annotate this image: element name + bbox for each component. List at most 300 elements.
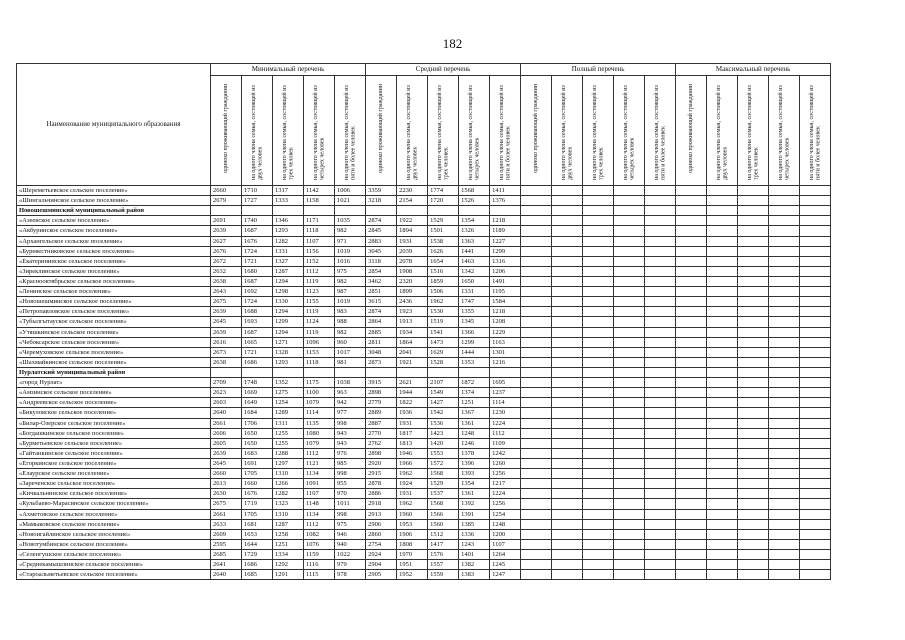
value-cell: 2078 — [397, 256, 428, 266]
value-cell: 1288 — [273, 448, 304, 458]
value-cell — [614, 549, 645, 559]
value-cell: 1352 — [273, 378, 304, 388]
table-row — [17, 489, 831, 499]
value-cell — [614, 216, 645, 226]
value-cell — [707, 307, 738, 317]
value-cell: 1153 — [304, 347, 335, 357]
value-cell — [645, 479, 676, 489]
value-cell — [800, 317, 831, 327]
value-cell: 2633 — [211, 519, 242, 529]
value-cell: 1156 — [304, 246, 335, 256]
value-cell — [707, 509, 738, 519]
value-cell: 1557 — [428, 560, 459, 570]
value-cell — [583, 246, 614, 256]
municipality-name: «Новотумбинское сельское поселение» — [17, 539, 211, 549]
value-cell — [614, 266, 645, 276]
value-cell: 1859 — [428, 276, 459, 286]
value-cell: 2864 — [366, 317, 397, 327]
value-cell: 2709 — [211, 378, 242, 388]
value-cell — [552, 246, 583, 256]
value-cell: 1016 — [335, 256, 366, 266]
value-cell: 2886 — [366, 489, 397, 499]
value-cell: 2845 — [366, 226, 397, 236]
section-title: Нурлатский муниципальный район — [17, 367, 211, 377]
column-subheader — [242, 76, 273, 186]
value-cell: 1568 — [428, 469, 459, 479]
value-cell: 1568 — [428, 499, 459, 509]
value-cell: 1080 — [304, 428, 335, 438]
column-subheader — [428, 76, 459, 186]
value-cell — [614, 226, 645, 236]
value-cell — [614, 196, 645, 206]
column-subheader-text: на одного члена семьи, состоящей из трех человек — [591, 85, 605, 180]
value-cell — [676, 196, 707, 206]
value-cell — [738, 539, 769, 549]
value-cell — [583, 570, 614, 580]
value-cell: 1287 — [273, 266, 304, 276]
value-cell: 2860 — [366, 529, 397, 539]
value-cell: 1706 — [242, 418, 273, 428]
value-cell — [800, 448, 831, 458]
value-cell: 2913 — [366, 509, 397, 519]
value-cell: 1952 — [397, 570, 428, 580]
column-subheader — [273, 76, 304, 186]
value-cell: 1292 — [273, 560, 304, 570]
value-cell — [397, 367, 428, 377]
value-cell — [583, 317, 614, 327]
value-cell — [490, 367, 521, 377]
value-cell — [335, 367, 366, 377]
section-row — [17, 206, 831, 216]
column-subheader-text: на одного члена семьи, состоящей из трех человек — [281, 85, 294, 180]
column-subheader-text: на одного члена семьи, состоящей из двух человек — [405, 85, 419, 180]
value-cell: 1692 — [242, 287, 273, 297]
value-cell — [769, 307, 800, 317]
value-cell: 1217 — [490, 479, 521, 489]
value-cell — [583, 327, 614, 337]
value-cell: 2878 — [366, 479, 397, 489]
value-cell — [521, 256, 552, 266]
value-cell: 1568 — [459, 186, 490, 196]
value-cell — [707, 378, 738, 388]
municipality-name: «Староальметьевское сельское поселение» — [17, 570, 211, 580]
value-cell — [521, 317, 552, 327]
value-cell: 1116 — [304, 560, 335, 570]
municipality-name: «Амзинское сельское поселение» — [17, 388, 211, 398]
value-cell — [552, 206, 583, 216]
value-cell: 1135 — [304, 418, 335, 428]
value-cell: 998 — [335, 469, 366, 479]
value-cell — [645, 357, 676, 367]
value-cell — [552, 357, 583, 367]
value-cell: 1946 — [397, 448, 428, 458]
value-cell: 2230 — [397, 186, 428, 196]
value-cell — [707, 347, 738, 357]
column-subheader-text: на одного члена семьи, состоящей из пяти и более человек — [343, 85, 357, 180]
value-cell — [676, 357, 707, 367]
value-cell — [583, 307, 614, 317]
value-cell — [800, 337, 831, 347]
municipality-name: «Ленинское сельское поселение» — [17, 287, 211, 297]
value-cell — [707, 367, 738, 377]
value-cell — [552, 347, 583, 357]
value-cell — [800, 327, 831, 337]
value-cell — [521, 539, 552, 549]
column-subheader — [490, 76, 521, 186]
table-row — [17, 388, 831, 398]
value-cell — [676, 519, 707, 529]
value-cell — [800, 236, 831, 246]
value-cell: 1427 — [428, 398, 459, 408]
value-cell — [738, 347, 769, 357]
value-cell: 2603 — [211, 398, 242, 408]
value-cell — [800, 469, 831, 479]
value-cell — [769, 236, 800, 246]
value-cell: 1423 — [428, 428, 459, 438]
value-cell: 1687 — [242, 327, 273, 337]
value-cell — [707, 428, 738, 438]
value-cell: 1248 — [490, 519, 521, 529]
municipality-name: «Гайтанкинское сельское поселение» — [17, 448, 211, 458]
value-cell — [614, 428, 645, 438]
value-cell — [521, 307, 552, 317]
value-cell: 940 — [335, 539, 366, 549]
value-cell — [676, 297, 707, 307]
table-row — [17, 186, 831, 196]
value-cell — [583, 216, 614, 226]
value-cell — [583, 398, 614, 408]
value-cell — [211, 206, 242, 216]
value-cell — [304, 206, 335, 216]
value-cell — [242, 206, 273, 216]
value-cell — [800, 297, 831, 307]
value-cell — [707, 539, 738, 549]
value-cell — [769, 367, 800, 377]
value-cell: 1119 — [304, 327, 335, 337]
value-cell — [645, 408, 676, 418]
value-cell: 971 — [335, 236, 366, 246]
value-cell: 2436 — [397, 297, 428, 307]
value-cell — [614, 297, 645, 307]
value-cell — [583, 448, 614, 458]
value-cell — [614, 256, 645, 266]
value-cell — [428, 206, 459, 216]
value-cell: 1260 — [490, 458, 521, 468]
value-cell — [645, 256, 676, 266]
value-cell — [552, 529, 583, 539]
value-cell — [521, 327, 552, 337]
value-cell: 1906 — [397, 529, 428, 539]
column-subheader-text: на одного члена семьи, состоящей из трех человек — [746, 85, 760, 180]
value-cell: 1246 — [459, 438, 490, 448]
value-cell — [521, 438, 552, 448]
value-cell: 1216 — [490, 357, 521, 367]
value-cell: 2661 — [211, 418, 242, 428]
value-cell: 1134 — [304, 509, 335, 519]
value-cell: 2779 — [366, 398, 397, 408]
value-cell — [211, 367, 242, 377]
table-row — [17, 347, 831, 357]
value-cell: 1367 — [459, 408, 490, 418]
value-cell — [645, 560, 676, 570]
value-cell: 1669 — [242, 388, 273, 398]
table-row — [17, 519, 831, 529]
value-cell: 1817 — [397, 428, 428, 438]
value-cell: 1650 — [242, 438, 273, 448]
value-cell — [707, 560, 738, 570]
value-cell: 3359 — [366, 186, 397, 196]
value-cell — [614, 206, 645, 216]
value-cell: 1931 — [397, 489, 428, 499]
value-cell — [738, 317, 769, 327]
value-cell — [800, 226, 831, 236]
value-cell: 2770 — [366, 428, 397, 438]
value-cell — [552, 448, 583, 458]
value-cell: 2640 — [211, 408, 242, 418]
value-cell — [800, 266, 831, 276]
value-cell — [552, 317, 583, 327]
value-cell — [583, 428, 614, 438]
value-cell — [428, 367, 459, 377]
value-cell — [583, 256, 614, 266]
column-subheader-text: на одного члена семьи, состоящей из двух человек — [715, 85, 729, 180]
value-cell — [738, 489, 769, 499]
value-cell — [769, 276, 800, 286]
value-cell: 1124 — [304, 317, 335, 327]
value-cell — [583, 297, 614, 307]
value-cell — [707, 458, 738, 468]
value-cell: 1247 — [490, 570, 521, 580]
municipality-name: «Кичкальнинское сельское поселение» — [17, 489, 211, 499]
value-cell — [676, 428, 707, 438]
column-subheader-text: на одного члена семьи, состоящей из пяти и более человек — [498, 85, 512, 180]
value-cell — [707, 418, 738, 428]
value-cell — [707, 256, 738, 266]
value-cell: 2691 — [211, 216, 242, 226]
value-cell — [707, 236, 738, 246]
value-cell: 2873 — [366, 357, 397, 367]
value-cell: 3048 — [366, 347, 397, 357]
value-cell: 1872 — [459, 378, 490, 388]
value-cell — [769, 246, 800, 256]
value-cell: 1506 — [428, 287, 459, 297]
value-cell — [614, 479, 645, 489]
value-cell: 1705 — [242, 469, 273, 479]
value-cell — [614, 519, 645, 529]
value-cell — [583, 357, 614, 367]
value-cell — [521, 287, 552, 297]
value-cell: 1118 — [304, 357, 335, 367]
value-cell — [676, 499, 707, 509]
municipality-name: «Богдашкинское сельское поселение» — [17, 428, 211, 438]
value-cell: 978 — [335, 570, 366, 580]
value-cell — [769, 448, 800, 458]
value-cell: 1686 — [242, 357, 273, 367]
value-cell: 2645 — [211, 317, 242, 327]
value-cell: 2924 — [366, 549, 397, 559]
value-cell: 3045 — [366, 246, 397, 256]
value-cell: 2639 — [211, 307, 242, 317]
value-cell — [552, 276, 583, 286]
value-cell — [645, 438, 676, 448]
value-cell: 1584 — [490, 297, 521, 307]
value-cell — [800, 408, 831, 418]
table-row — [17, 529, 831, 539]
value-cell: 1289 — [273, 408, 304, 418]
value-cell: 1559 — [428, 570, 459, 580]
municipality-name: «Утяшкинское сельское поселение» — [17, 327, 211, 337]
value-cell — [707, 226, 738, 236]
value-cell: 1361 — [459, 489, 490, 499]
value-cell: 1323 — [273, 499, 304, 509]
value-cell: 1724 — [242, 297, 273, 307]
value-cell — [769, 519, 800, 529]
value-cell: 1155 — [304, 297, 335, 307]
value-cell — [583, 226, 614, 236]
value-cell: 1411 — [490, 186, 521, 196]
value-cell — [552, 256, 583, 266]
value-cell: 1693 — [242, 317, 273, 327]
value-cell: 1649 — [242, 398, 273, 408]
value-cell: 1354 — [459, 479, 490, 489]
value-cell: 2638 — [211, 357, 242, 367]
value-cell — [645, 246, 676, 256]
value-cell — [583, 479, 614, 489]
value-cell — [614, 438, 645, 448]
value-cell — [521, 549, 552, 559]
value-cell: 1230 — [490, 408, 521, 418]
value-cell: 1206 — [490, 266, 521, 276]
value-cell: 987 — [335, 287, 366, 297]
value-cell: 1687 — [242, 226, 273, 236]
value-cell — [707, 276, 738, 286]
column-subheader-text: на одного члена семьи, состоящей из четырех человек — [777, 85, 791, 180]
value-cell: 2874 — [366, 307, 397, 317]
value-cell: 1158 — [304, 196, 335, 206]
value-cell — [738, 327, 769, 337]
value-cell: 1576 — [428, 549, 459, 559]
value-cell — [800, 357, 831, 367]
value-cell — [738, 428, 769, 438]
value-cell — [614, 367, 645, 377]
value-cell — [304, 367, 335, 377]
value-cell — [552, 499, 583, 509]
value-cell: 1944 — [397, 388, 428, 398]
value-cell — [552, 307, 583, 317]
value-cell: 1629 — [428, 347, 459, 357]
value-cell — [676, 509, 707, 519]
value-cell: 1541 — [428, 327, 459, 337]
value-cell: 1148 — [304, 499, 335, 509]
value-cell: 1378 — [459, 448, 490, 458]
value-cell — [707, 327, 738, 337]
value-cell — [645, 469, 676, 479]
value-cell — [800, 539, 831, 549]
column-subheader-text: на одного члена семьи, состоящей из четырех человек — [622, 85, 636, 180]
value-cell — [552, 378, 583, 388]
value-cell — [676, 246, 707, 256]
value-cell: 1774 — [428, 186, 459, 196]
value-cell — [769, 317, 800, 327]
value-cell — [769, 438, 800, 448]
value-cell — [707, 519, 738, 529]
value-cell — [521, 388, 552, 398]
value-cell: 1271 — [273, 337, 304, 347]
value-cell: 2632 — [211, 266, 242, 276]
value-cell: 1685 — [242, 570, 273, 580]
value-cell: 942 — [335, 398, 366, 408]
value-cell: 1229 — [490, 327, 521, 337]
value-cell: 1353 — [459, 357, 490, 367]
value-cell: 1200 — [490, 529, 521, 539]
value-cell — [583, 418, 614, 428]
value-cell — [800, 479, 831, 489]
value-cell — [645, 428, 676, 438]
value-cell: 1334 — [273, 549, 304, 559]
value-cell: 2645 — [211, 458, 242, 468]
value-cell: 1096 — [304, 337, 335, 347]
value-cell — [676, 448, 707, 458]
value-cell: 1542 — [428, 408, 459, 418]
value-cell — [614, 347, 645, 357]
column-subheader — [769, 76, 800, 186]
value-cell — [738, 236, 769, 246]
column-subheader — [552, 76, 583, 186]
value-cell: 1740 — [242, 216, 273, 226]
value-cell — [800, 560, 831, 570]
column-subheader-text: на одного члена семьи, состоящей из двух человек — [560, 85, 574, 180]
value-cell: 1392 — [459, 499, 490, 509]
value-cell: 1566 — [428, 509, 459, 519]
value-cell: 1382 — [459, 560, 490, 570]
value-cell — [552, 216, 583, 226]
value-cell — [552, 398, 583, 408]
value-cell: 1142 — [304, 186, 335, 196]
table-body — [17, 186, 831, 580]
value-cell — [614, 327, 645, 337]
value-cell: 2675 — [211, 297, 242, 307]
value-cell: 2630 — [211, 489, 242, 499]
value-cell: 1328 — [273, 347, 304, 357]
table-row — [17, 276, 831, 286]
value-cell: 2621 — [397, 378, 428, 388]
value-cell — [552, 428, 583, 438]
column-subheader — [335, 76, 366, 186]
value-cell — [614, 560, 645, 570]
value-cell: 1529 — [428, 479, 459, 489]
value-cell: 1248 — [459, 428, 490, 438]
value-cell: 1121 — [304, 458, 335, 468]
value-cell — [738, 246, 769, 256]
section-title: Новошешминский муниципальный район — [17, 206, 211, 216]
value-cell: 1361 — [459, 418, 490, 428]
municipality-name: «Елаурское сельское поселение» — [17, 469, 211, 479]
value-cell — [738, 479, 769, 489]
column-subheader-text: на одного члена семьи, состоящей из четырех человек — [312, 85, 325, 180]
value-cell: 1363 — [459, 236, 490, 246]
value-cell — [521, 206, 552, 216]
table-row — [17, 509, 831, 519]
value-cell — [676, 206, 707, 216]
value-cell — [738, 186, 769, 196]
value-cell — [769, 388, 800, 398]
value-cell: 983 — [335, 307, 366, 317]
value-cell: 1391 — [459, 509, 490, 519]
value-cell — [707, 570, 738, 580]
value-cell: 1374 — [459, 388, 490, 398]
value-cell: 1473 — [428, 337, 459, 347]
value-cell: 2041 — [397, 347, 428, 357]
